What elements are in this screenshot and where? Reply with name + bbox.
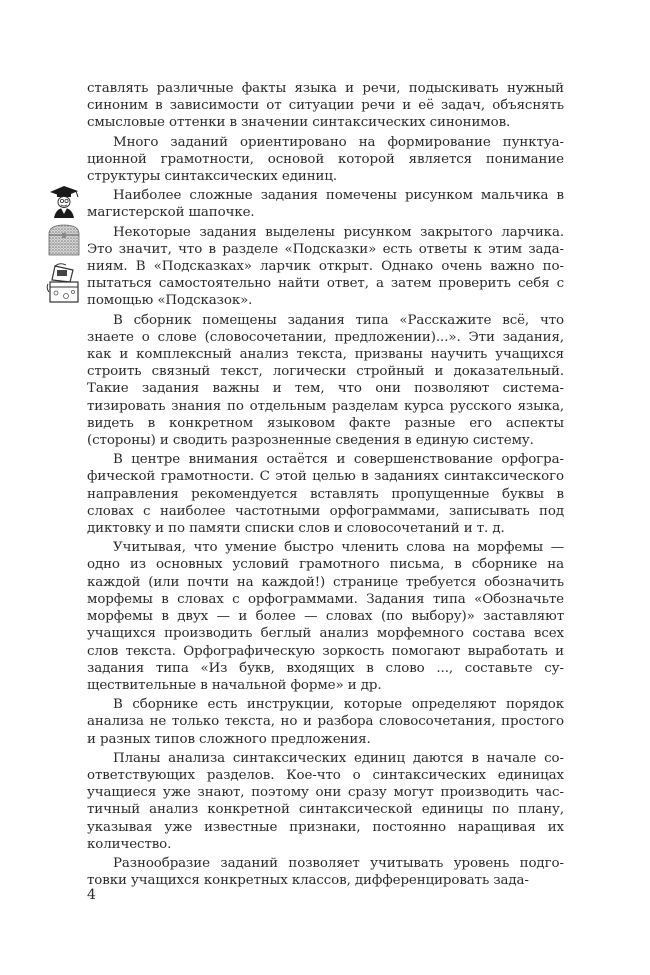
- paragraph-morphemes: Учитывая, что умение быстро членить слова на морфемы — одно из основных условий грамотного письма, в сборнике на каждой (или почти на каждой!) странице требуется обозначить морфемы в словах с орфограммами. Задания типа «Обозначьте морфемы в двух — и более — словах (по выбору)» заставляют учащихся производить беглый анализ морфемного состава всех слов текста. Орфографическую зоркость помогают выработать и задания типа «Из букв, входящих в слово ..., составьте существительные в начальной форме» и др.: [87, 540, 564, 693]
- paragraph-tell-everything: В сборник помещены задания типа «Расскажите всё, что знаете о слове (словосочетании, предложении)...». Эти задания, как и комплексный анализ текста, призваны научить учащихся строить связный текст, логически стройный и доказательный. Такие задания важны и тем, что они позволяют систематизировать знания по отдельным разделам курса русского языка, видеть в конкретном языковом факте разные его аспекты (стороны) и сводить разрозненные сведения в единую систему.: [87, 312, 564, 449]
- open-chest-icon: [46, 262, 82, 304]
- paragraph-instructions: В сборнике есть инструкции, которые определяют порядок анализа не только текста, но и разбора словосочетания, простого и разных типов сложного предложения.: [87, 697, 564, 747]
- paragraph-analysis-plans: Планы анализа синтаксических единиц даются в начале соответствующих разделов. Кое-что о синтаксических единицах учащиеся уже знают, поэтому они сразу могут производить частичный анализ конкретной синтаксической единицы по плану, указывая уже известные признаки, постоянно наращивая их количество.: [87, 750, 564, 852]
- boy-in-graduation-cap-icon: [46, 184, 82, 218]
- page-body: [87, 80, 564, 891]
- paragraph-punctuation: Много заданий ориентировано на формирование пунктуационной грамотности, основой которой является понимание структуры синтаксических единиц.: [87, 134, 564, 185]
- paragraph-difficult-tasks: Наиболее сложные задания помечены рисунком мальчика в магистерской шапочке.: [87, 188, 564, 221]
- paragraph-orthography: В центре внимания остаётся и совершенствование орфографической грамотности. С этой целью в заданиях синтаксического направления рекомендуется вставлять пропущенные буквы в словах с наиболее частотными орфограммами, записывать под диктовку и по памяти списки слов и словосочетаний и т. д.: [87, 452, 564, 537]
- paragraph-chest-tasks: Некоторые задания выделены рисунком закрытого ларчика. Это значит, что в разделе «Подсказки» есть ответы к этим заданиям. В «Подсказках» ларчик открыт. Однако очень важно попытаться самостоятельно найти ответ, а затем проверить себя с помощью «Подсказок».: [87, 224, 564, 309]
- closed-chest-icon: [46, 222, 82, 258]
- page-number: 4: [87, 887, 96, 903]
- paragraph-variety: Разнообразие заданий позволяет учитывать уровень подготовки учащихся конкретных классов, дифференцировать зада-: [87, 855, 564, 889]
- paragraph-continuation: ставлять различные факты языка и речи, подыскивать нужный синоним в зависимости от ситуации речи и её задач, объяснять смысловые оттенки в значении синтаксических синонимов.: [87, 81, 564, 131]
